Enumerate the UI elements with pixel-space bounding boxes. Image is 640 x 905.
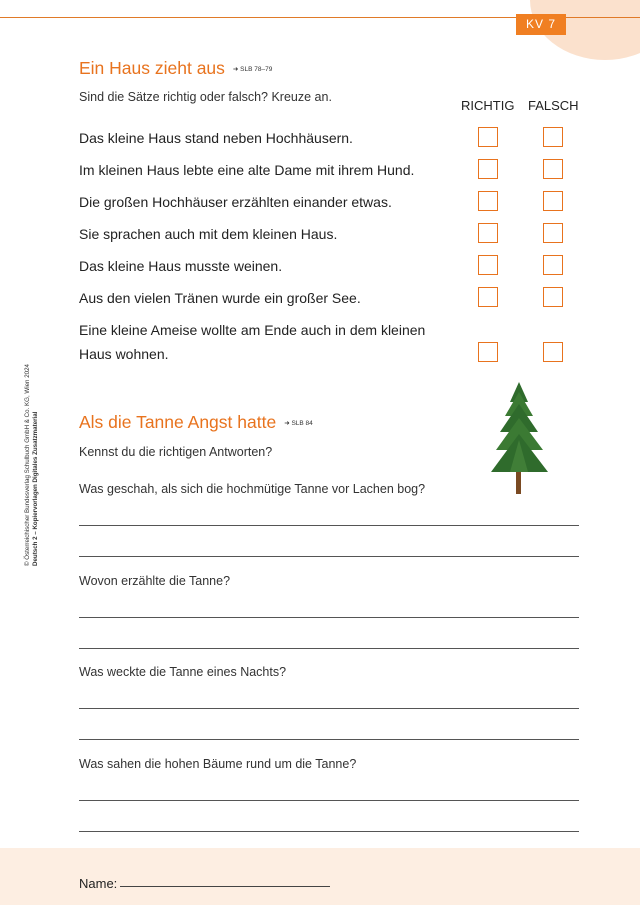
answer-line[interactable] (79, 831, 579, 832)
section1-title-text: Ein Haus zieht aus (79, 58, 225, 78)
column-header-false: FALSCH (528, 98, 579, 113)
checkbox-true[interactable] (478, 191, 498, 211)
answer-line[interactable] (79, 648, 579, 649)
checkbox-false[interactable] (543, 223, 563, 243)
section2-instruction: Kennst du die richtigen Antworten? (79, 445, 273, 459)
checkbox-false[interactable] (543, 191, 563, 211)
checkbox-false[interactable] (543, 127, 563, 147)
statement: Eine kleine Ameise wollte am Ende auch in dem kleinen Haus wohnen. (79, 322, 426, 362)
checkbox-true[interactable] (478, 127, 498, 147)
section1-instruction: Sind die Sätze richtig oder falsch? Kreuze an. (79, 90, 332, 104)
name-label: Name: (79, 876, 118, 891)
question: Wovon erzählte die Tanne? (79, 574, 231, 588)
checkbox-false[interactable] (543, 287, 563, 307)
statement: Das kleine Haus musste weinen. (79, 258, 283, 274)
checkbox-false[interactable] (543, 255, 563, 275)
question: Was weckte die Tanne eines Nachts? (79, 665, 287, 679)
section1-title (79, 58, 272, 79)
statement: Aus den vielen Tränen wurde ein großer See. (79, 290, 361, 306)
checkbox-true[interactable] (478, 159, 498, 179)
worksheet-badge: KV 7 (516, 14, 566, 35)
checkbox-true[interactable] (478, 287, 498, 307)
statement: Sie sprachen auch mit dem kleinen Haus. (79, 226, 338, 242)
checkbox-true[interactable] (478, 255, 498, 275)
answer-line[interactable] (79, 556, 579, 557)
copyright-text: © Österreichischer Bundesverlag Schulbuch GmbH & Co. KG, Wien 2024 (24, 364, 31, 566)
checkbox-true[interactable] (478, 342, 498, 362)
statement: Im kleinen Haus lebte eine alte Dame mit ihrem Hund. (79, 162, 415, 178)
statement: Das kleine Haus stand neben Hochhäusern. (79, 130, 353, 146)
series-text: Deutsch 2 – Kopiervorlagen Digitales Zusatzmaterial (32, 411, 39, 566)
answer-line[interactable] (79, 525, 579, 526)
section2-ref: ➜ SLB 84 (284, 420, 313, 428)
checkbox-false[interactable] (543, 342, 563, 362)
question: Was geschah, als sich die hochmütige Tanne vor Lachen bog? (79, 482, 426, 496)
answer-line[interactable] (79, 739, 579, 740)
checkbox-true[interactable] (478, 223, 498, 243)
answer-line[interactable] (79, 617, 579, 618)
answer-line[interactable] (79, 708, 579, 709)
column-header-true: RICHTIG (461, 98, 515, 113)
answer-line[interactable] (79, 800, 579, 801)
section1-ref: ➜ SLB 78–79 (232, 66, 273, 74)
copyright-sidebar (24, 364, 40, 566)
section2-title (79, 412, 313, 433)
checkbox-false[interactable] (543, 159, 563, 179)
question: Was sahen die hohen Bäume rund um die Tanne? (79, 757, 357, 771)
name-field[interactable] (120, 886, 330, 887)
section2-title-text: Als die Tanne Angst hatte (79, 412, 277, 432)
fir-tree-illustration (488, 380, 550, 496)
statement: Die großen Hochhäuser erzählten einander etwas. (79, 194, 392, 210)
